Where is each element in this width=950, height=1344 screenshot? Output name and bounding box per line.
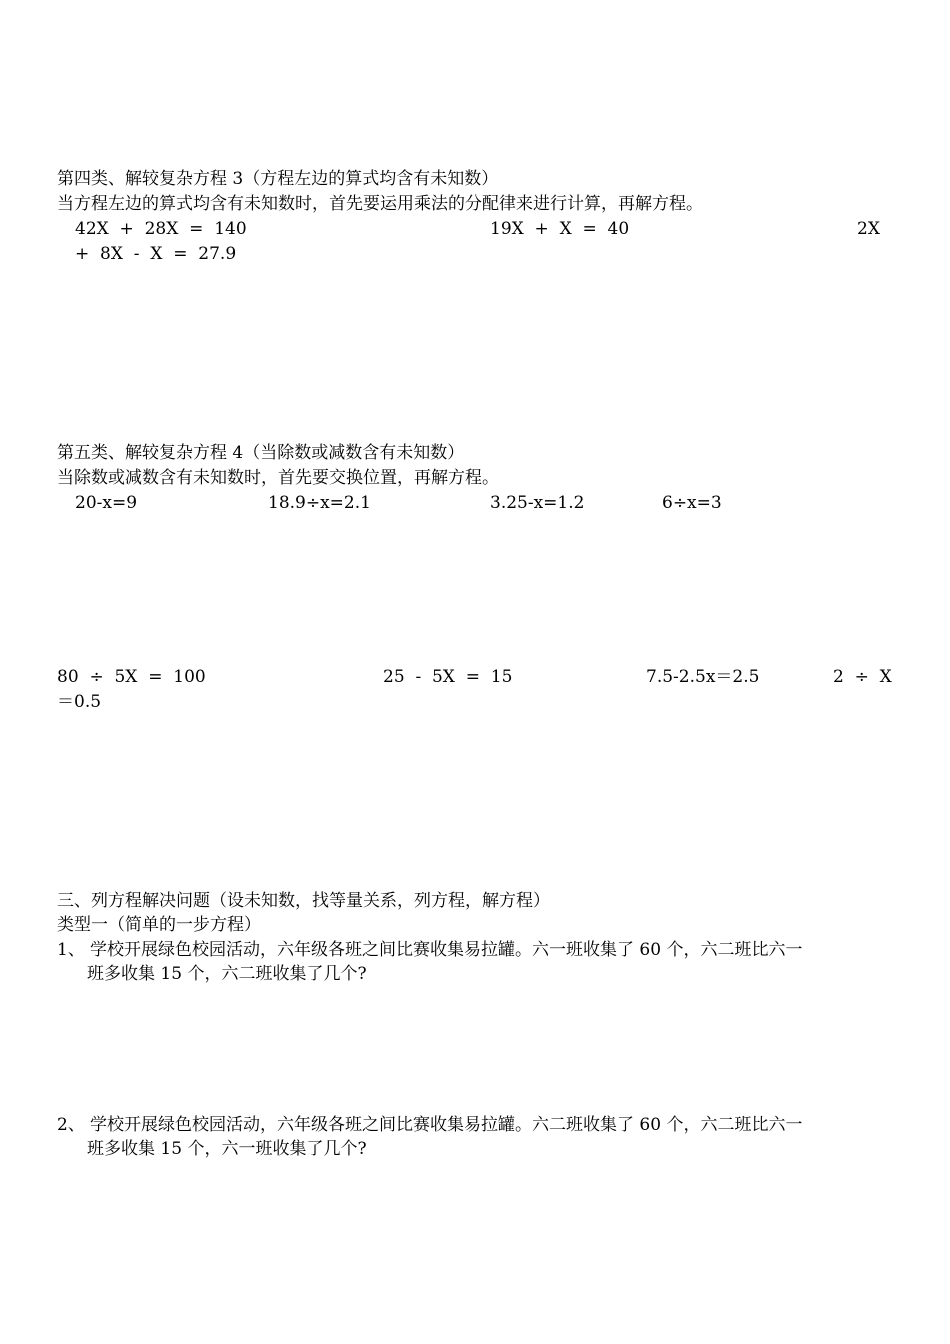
question-text: 学校开展绿色校园活动，六年级各班之间比赛收集易拉罐。六二班收集了 60 个，六二班比六一	[90, 1115, 803, 1135]
equation-item: 19X + X = 40	[490, 219, 630, 239]
equation-item: 18.9÷x=2.1	[268, 493, 371, 513]
equation-item: 80 ÷ 5X = 100	[57, 667, 206, 687]
equation-item-continued: + 8X - X = 27.9	[75, 244, 237, 264]
section4-title: 第四类、解较复杂方程 3（方程左边的算式均含有未知数）	[57, 169, 499, 189]
type1-heading: 类型一（简单的一步方程）	[57, 915, 261, 935]
section5-description: 当除数或减数含有未知数时，首先要交换位置，再解方程。	[57, 468, 499, 488]
equation-item: 20-x=9	[75, 493, 138, 513]
section4-description: 当方程左边的算式均含有未知数时，首先要运用乘法的分配律来进行计算，再解方程。	[57, 194, 703, 214]
question-text-continued: 班多收集 15 个，六一班收集了几个?	[87, 1139, 367, 1159]
question-text: 学校开展绿色校园活动，六年级各班之间比赛收集易拉罐。六一班收集了 60 个，六二班比六一	[90, 940, 803, 960]
section5-title: 第五类、解较复杂方程 4（当除数或减数含有未知数）	[57, 443, 465, 463]
equation-item-continued: ＝0.5	[57, 692, 102, 712]
question-number: 2、	[57, 1115, 85, 1135]
equation-item: 6÷x=3	[662, 493, 722, 513]
equation-item: 42X + 28X = 140	[75, 219, 247, 239]
part3-title: 三、列方程解决问题（设未知数，找等量关系，列方程，解方程）	[57, 891, 550, 911]
equation-item: 7.5-2.5x＝2.5	[646, 667, 760, 687]
equation-item: 2X	[857, 219, 880, 239]
equation-item: 25 - 5X = 15	[383, 667, 513, 687]
equation-item: 3.25-x=1.2	[490, 493, 585, 513]
question-number: 1、	[57, 940, 85, 960]
question-text-continued: 班多收集 15 个，六二班收集了几个?	[87, 964, 367, 984]
equation-item: 2 ÷ X	[833, 667, 892, 687]
